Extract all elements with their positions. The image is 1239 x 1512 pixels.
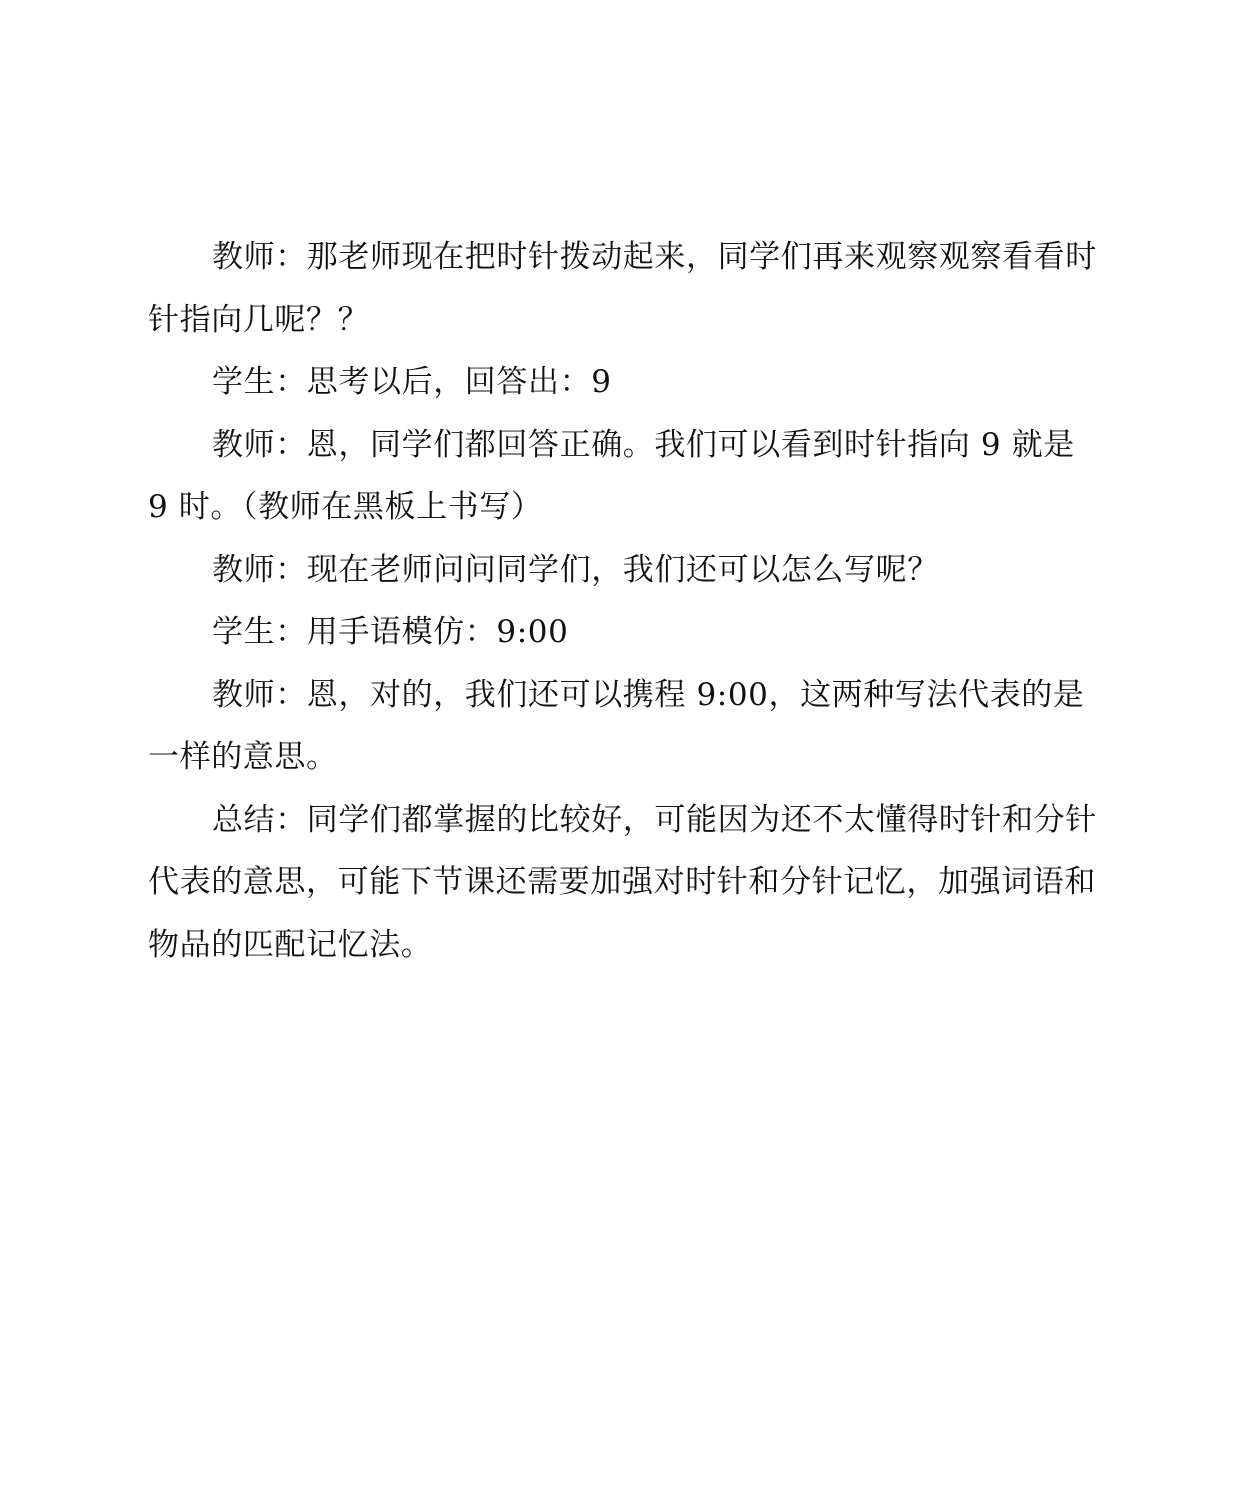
paragraph-teacher-question: 教师：现在老师问问同学们，我们还可以怎么写呢？ (212, 551, 939, 588)
paragraph-teacher-turn-hand: 教师：那老师现在把时针拨动起来，同学们再来观察观察看看时针指向几呢？？ (148, 239, 1097, 338)
paragraph-summary: 总结：同学们都掌握的比较好，可能因为还不太懂得时针和分针代表的意思，可能下节课还需要加强对时针和分针记忆，加强词语和物品的匹配记忆法。 (148, 801, 1097, 963)
paragraph-teacher-explain: 教师：恩，对的，我们还可以携程 9:00，这两种写法代表的是一样的意思。 (148, 676, 1085, 775)
document-page (148, 226, 1098, 976)
paragraph-student-answer-9: 学生：思考以后，回答出：9 (212, 364, 612, 400)
paragraph-student-sign: 学生：用手语模仿：9:00 (212, 614, 569, 650)
paragraph-teacher-correct: 教师：恩，同学们都回答正确。我们可以看到时针指向 9 就是 9 时。（教师在黑板上书写） (148, 426, 1075, 525)
